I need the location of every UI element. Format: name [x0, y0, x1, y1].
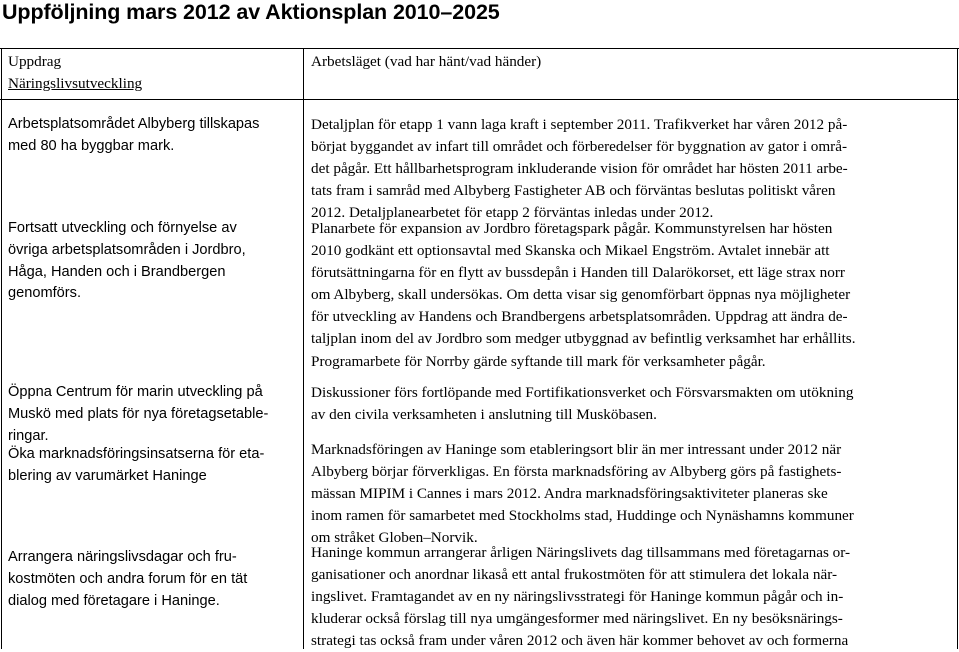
assignment-line: Öka marknadsföringsinsatserna för eta- [8, 446, 265, 462]
assignment-line: dialog med företagare i Haninge. [8, 592, 220, 609]
status-line: mässan MIPIM i Cannes i mars 2012. Andra marknadsföringsaktiviteter planeras ske [311, 485, 828, 503]
assignment-line: övriga arbetsplatsområden i Jordbro, [8, 241, 246, 258]
status-line: strategi tas också fram under våren 2012 och även här kommer behovet av och formerna [311, 632, 849, 650]
status-line: börjat byggandet av infart till området och förberedelser för byggnation av gator i områ- [311, 138, 848, 156]
status-line: Planarbete för expansion av Jordbro företagspark pågår. Kommunstyrelsen har hösten [311, 220, 833, 237]
assignment-line: Muskö med plats för nya företagsetable- [8, 405, 269, 422]
status-marketing [311, 439, 854, 549]
assignment-line: Håga, Handen och i Brandbergen [8, 263, 226, 280]
assignment-musko [8, 382, 268, 447]
status-line: 2012. Detaljplanearbetet för etapp 2 förväntas inledas under 2012. [311, 204, 714, 222]
header-assignment [8, 51, 142, 94]
status-line: Albyberg börjar förverkligas. En första marknadsföring av Albyberg görs på fastighets- [311, 463, 842, 481]
status-line: tats fram i samråd med Albyberg Fastigheter AB och förväntas beslutas politiskt våren [311, 182, 836, 200]
status-line: av den civila verksamheten i anslutning till Musköbasen. [311, 406, 657, 424]
status-line: förutsättningarna för en flytt av bussdepån i Handen till Dalarökorset, ett läge strax norr [311, 264, 845, 282]
assignment-line: Arrangera näringslivsdagar och fru- [8, 549, 237, 565]
status-albyberg [311, 114, 848, 224]
status-line: ganisationer och anordnar likaså ett antal frukostmöten för att stimulera det lokala när- [311, 566, 838, 584]
assignment-line: blering av varumärket Haninge [8, 467, 207, 484]
status-line: 2010 godkänt ett optionsavtal med Skanska och Mikael Engström. Avtalet innebär att [311, 242, 830, 260]
assignment-line: kostmöten och andra forum för en tät [8, 570, 248, 587]
header-assignment-label: Uppdrag [8, 53, 62, 70]
assignment-line: Öppna Centrum för marin utveckling på [8, 384, 263, 400]
assignment-line: Fortsatt utveckling och förnyelse av [8, 220, 237, 236]
table-left-border [1, 48, 2, 649]
page-title: Uppföljning mars 2012 av Aktionsplan 2010–2025 [2, 0, 500, 24]
assignment-albyberg [8, 114, 259, 158]
status-line: taljplan inom del av Jordbro som medger utbyggnad av befintlig verksamhet har erhållits. [311, 330, 856, 348]
assignment-line: med 80 ha byggbar mark. [8, 137, 175, 154]
table-top-border [0, 48, 959, 49]
column-divider [303, 48, 304, 649]
status-line: ingslivet. Framtagandet av en ny näringslivsstrategi för Haninge kommun pågår och in- [311, 588, 844, 606]
assignment-line: Arbetsplatsområdet Albyberg tillskapas [8, 116, 260, 132]
follow-up-table [0, 42, 959, 649]
status-line: för utveckling av Handens och Brandbergens arbetsplatsområden. Uppdrag att ändra de- [311, 308, 848, 326]
status-line: kluderar också förslag till nya umgängesformer med näringslivet. En ny besöksnärings- [311, 610, 843, 628]
assignment-line: genomförs. [8, 285, 82, 302]
assignment-line: ringar. [8, 427, 49, 444]
status-line: Diskussioner förs fortlöpande med Fortifikationsverket och Försvarsmakten om utökning [311, 384, 854, 401]
status-workplaces [311, 218, 856, 373]
header-assignment-area: Näringslivsutveckling [8, 74, 143, 92]
header-bottom-border [0, 99, 959, 100]
status-line: Marknadsföringen av Haninge som etableringsort blir än mer intressant under 2012 när [311, 441, 842, 458]
status-line: Detaljplan för etapp 1 vann laga kraft i september 2011. Trafikverket har våren 2012 på- [311, 116, 848, 133]
status-line: inom ramen för samarbetet med Stockholms stad, Huddinge och Nynäshamns kommuner [311, 507, 854, 525]
status-business-days [311, 542, 850, 652]
header-status: Arbetsläget (vad har hänt/vad händer) [311, 53, 542, 70]
table-right-border [957, 48, 958, 649]
status-musko [311, 382, 853, 426]
status-line: Programarbete för Norrby gärde syftande till mark för verksamheter pågår. [311, 352, 766, 370]
assignment-business-days [8, 547, 247, 612]
assignment-marketing [8, 444, 264, 488]
status-line: om Albyberg, skall undersökas. Om detta visar sig genomförbart öppnas nya möjligheter [311, 286, 851, 304]
status-line: Haninge kommun arrangerar årligen Näringslivets dag tillsammans med företagarnas or- [311, 544, 851, 561]
assignment-workplaces [8, 218, 246, 305]
status-line: det pågår. Ett hållbarhetsprogram inkluderande vision för området har hösten 2011 arbe- [311, 160, 848, 178]
status-line: om stråket Globen–Norvik. [311, 529, 478, 547]
